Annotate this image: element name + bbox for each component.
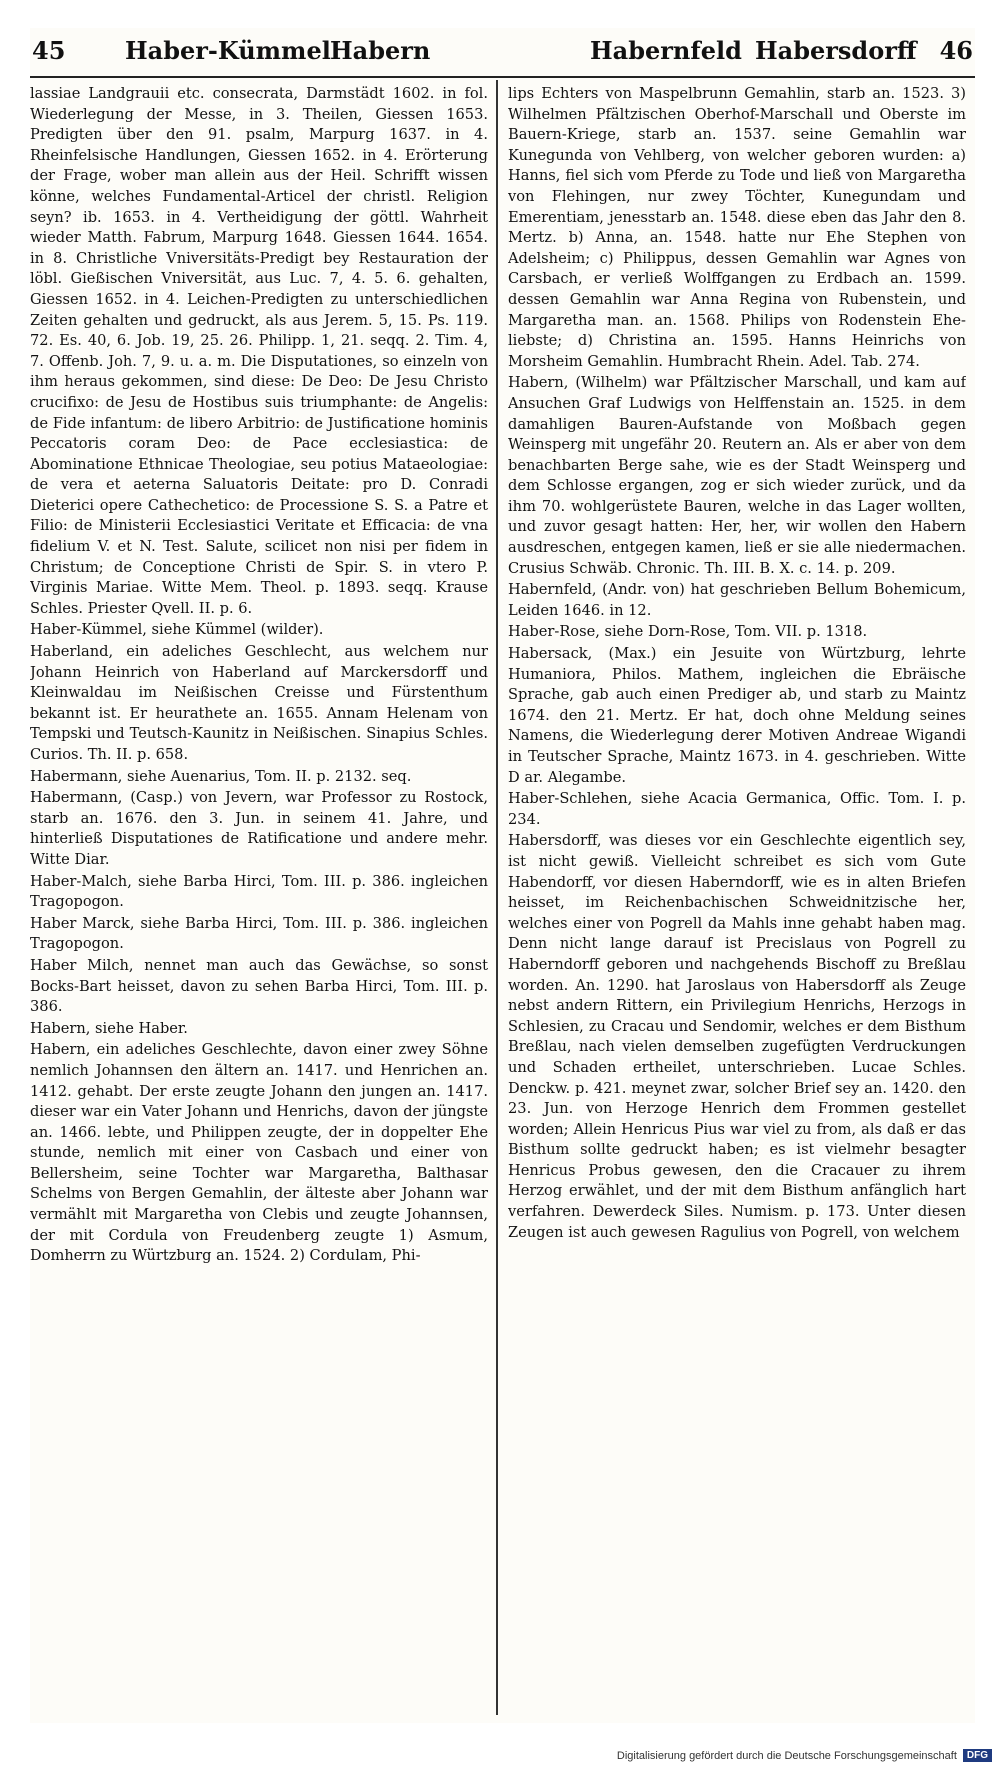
- footer-text: Digitalisierung gefördert durch die Deutsche Forschungsgemeinschaft: [616, 1749, 957, 1762]
- running-header: [30, 28, 975, 78]
- entry-paragraph: Habern, ein adeliches Geschlechte, davon einer zwey Söhne nemlich Johannsen den ältern an. 1417. und Henrichen an. 1412. gehabt. Der erste zeugte Johann den jungen an. 1417. dieser war ein Vater Johann und Henrichs, davon der jüngste an. 1466. lebte, und Philippen zeugte, der in doppelter Ehe stunde, nemlich mit einer von Casbach und einer von Bellersheim, seine Tochter war Margaretha, Balthasar Schelms von Bergen Gemahlin, der älteste aber Johann war vermählt mit Margaretha von Clebis und zeugte Johannsen, der mit Cordula von Freudenberg zeugte 1) Asmum, Domherrn zu Würtzburg an. 1524. 2) Cordulam, Phi-: [30, 1041, 488, 1265]
- page-number-right: 46: [939, 36, 973, 65]
- header-keyword: Habernfeld: [590, 36, 742, 65]
- entry-paragraph: lassiae Landgrauii etc. consecrata, Darmstädt 1602. in fol. Wiederlegung der Messe, in 3. Theilen, Giessen 1653. Predigten über den 91. psalm, Marpurg 1637. in 4. Rheinfelsische Handlungen, Giessen 1652. in 4. Erörterung der Frage, wober man allein aus der Heil. Schrifft wissen könne, welches Fundamental-Articel der christl. Religion seyn? ib. 1653. in 4. Vertheidigung der göttl. Wahrheit wieder Matth. Fabrum, Marpurg 1648. Giessen 1644. 1654. in 8. Christliche Vniversitäts-Predigt bey Restauration der löbl. Gießischen Vniversität, aus Luc. 7, 4. 5. 6. gehalten, Giessen 1652. in 4. Leichen-Predigten zu unterschiedlichen Zeiten gehalten und gedruckt, als aus Jerem. 5, 15. Ps. 119. 72. Es. 40, 6. Job. 19, 25. 26. Philipp. 1, 21. seqq. 2. Tim. 4, 7. Offenb. Joh. 7, 9. u. a. m. Die Disputationes, so einzeln von ihm heraus gekommen, sind diese: De Deo: De Jesu Christo crucifixo: de Jesu de Hostibus suis triumphante: de Angelis: de Fide infantum: de libero Arbitrio: de Justificatione hominis Peccatoris coram Deo: de Pace ecclesiastica: de Abominatione Ethnicae Theologiae, seu potius Mataeologiae: de vera et aeterna Saluatoris Deitate: pro D. Conradi Dieterici opere Cathechetico: de Processione S. S. a Patre et Filio: de Ministerii Ecclesiastici Veritate et Efficacia: de vna fidelium V. et N. Test. Salute, scilicet non nisi per fidem in Christum; de Conceptione Christi de Spir. S. in vtero P. Virginis Mariae. Witte Mem. Theol. p. 1893. seqq. Krause Schles. Priester Qvell. II. p. 6.: [30, 85, 488, 617]
- entry-paragraph: Habermann, siehe Auenarius, Tom. II. p. 2132. seq.: [30, 767, 412, 785]
- entry-paragraph: Habern, siehe Haber.: [30, 1019, 188, 1037]
- entry-paragraph: Habern, (Wilhelm) war Pfältzischer Marschall, und kam auf Ansuchen Graf Ludwigs von Helffenstain an. 1525. in dem damahligen Bauren-Aufstande von Moßbach gegen Weinsperg mit ungefähr 20. Reutern an. Als er aber von dem benachbarten Berge sahe, wie es der Stadt Weinsperg und dem Schlosse ergangen, zog er sich wieder zurück, und da ihm 70. wohlgerüstete Bauren, welche in das Lager wollten, und zuvor gesagt hatten: Her, her, wir wollen den Habern ausdreschen, entgegen kamen, ließ er sie alle niedermachen. Crusius Schwäb. Chronic. Th. III. B. X. c. 14. p. 209.: [508, 374, 966, 577]
- entry-paragraph: Habernfeld, (Andr. von) hat geschrieben Bellum Bohemicum, Leiden 1646. in 12.: [508, 581, 966, 619]
- entry-paragraph: Haber-Rose, siehe Dorn-Rose, Tom. VII. p. 1318.: [508, 623, 868, 641]
- entry-paragraph: Habersdorff, was dieses vor ein Geschlechte eigentlich sey, ist nicht gewiß. Vielleicht schreibet es sich vom Gute Habendorff, vor diesen Haberndorff, wie es in alten Briefen heisset, im Reichenbachischen Schweidnitzische her, welches einer von Pogrell da Mahls inne gehabt haben mag. Denn nicht lange darauf ist Precislaus von Pogrell zu Haberndorff geboren und nachgehends Bischoff zu Breßlau worden. An. 1290. hat Jaroslaus von Habersdorff als Zeuge nebst andern Rittern, ein Privilegium Henrichs, Herzogs in Schlesien, zu Cracau und Sendomir, welches er dem Bisthum Breßlau, nach vielen demselben zugefügten Verdruckungen und Schaden ertheilet, unterschrieben. Lucae Schles. Denckw. p. 421. meynet zwar, solcher Brief sey an. 1420. den 23. Jun. von Herzoge Henrich dem Frommen gestellet worden; Allein Henricus Pius war viel zu from, als daß er das Bisthum sollte gedruckt haben; es ist vielmehr besagter Henricus Probus gewesen, den die Cracauer zu ihrem Herzog erwählet, und der mit dem Bisthum anfänglich hart verfahren. Dewerdeck Siles. Numism. p. 173. Unter diesen Zeugen ist auch gewesen Ragulius von Pogrell, von welchem: [508, 832, 966, 1241]
- book-page: [30, 28, 975, 1723]
- entry-paragraph: Haber-Schlehen, siehe Acacia Germanica, Offic. Tom. I. p. 234.: [508, 790, 966, 828]
- entry-paragraph: Haber-Malch, siehe Barba Hirci, Tom. III. p. 386. ingleichen Tragopogon.: [30, 872, 488, 911]
- header-keyword: Haber-Kümmel: [125, 36, 331, 65]
- digitization-footer: [617, 1749, 992, 1762]
- entry-paragraph: Habersack, (Max.) ein Jesuite von Würtzburg, lehrte Humaniora, Philos. Mathem, ingleichen die Ebräische Sprache, gab auch einen Prediger ab, und starb zu Maintz 1674. den 21. Mertz. Er hat, doch ohne Meldung seines Namens, die Wiederlegung derer Motiven Andreae Wigandi in Teutscher Sprache, Maintz 1673. in 4. geschrieben. Witte D ar. Alegambe.: [508, 645, 966, 786]
- page-number-left: 45: [32, 36, 66, 65]
- right-column: [508, 84, 966, 1714]
- left-column: [30, 84, 488, 1714]
- header-keyword: Habersdorff: [755, 36, 917, 65]
- entry-paragraph: Haberland, ein adeliches Geschlecht, aus welchem nur Johann Heinrich von Haberland auf Marckersdorff und Kleinwaldau im Neißischen Creisse und Fürstenthum bekannt ist. Er heurathete an. 1655. Annam Helenam von Tempski und Teutsch-Kaunitz in Neißischen. Sinapius Schles. Curios. Th. II. p. 658.: [30, 643, 488, 763]
- entry-paragraph: Habermann, (Casp.) von Jevern, war Professor zu Rostock, starb an. 1676. den 3. Jun. in seinem 41. Jahre, und hinterließ Disputationes de Ratificatione und andere mehr. Witte Diar.: [30, 789, 488, 868]
- dfg-logo: DFG: [963, 1749, 992, 1762]
- header-keyword: Habern: [330, 36, 431, 65]
- entry-paragraph: Haber Milch, nennet man auch das Gewächse, so sonst Bocks-Bart heisset, davon zu sehen Barba Hirci, Tom. III. p. 386.: [30, 956, 488, 1016]
- entry-paragraph: Haber-Kümmel, siehe Kümmel (wilder).: [30, 621, 324, 639]
- entry-paragraph: Haber Marck, siehe Barba Hirci, Tom. III. p. 386. ingleichen Tragopogon.: [30, 914, 488, 953]
- column-divider: [496, 80, 498, 1715]
- entry-paragraph: lips Echters von Maspelbrunn Gemahlin, starb an. 1523. 3) Wilhelmen Pfältzischen Oberhof-Marschall und Oberste im Bauern-Kriege, starb an. 1537. seine Gemahlin war Kunegunda von Vehlberg, von welcher geboren wurden: a) Hanns, fiel sich vom Pferde zu Tode und ließ von Margaretha von Flehingen, nur zwey Töchter, Kunegundam und Emerentiam, jenesstarb an. 1548. diese eben das Jahr den 8. Mertz. b) Anna, an. 1548. hatte nur Ehe Stephen von Adelsheim; c) Philippus, dessen Gemahlin war Agnes von Carsbach, er verließ Wolffgangen zu Erdbach an. 1599. dessen Gemahlin war Anna Regina von Rubenstein, und Margaretha man. an. 1568. Philips von Rodenstein Ehe-liebste; d) Christina an. 1595. Hanns Heinrichs von Morsheim Gemahlin. Humbracht Rhein. Adel. Tab. 274.: [508, 85, 966, 370]
